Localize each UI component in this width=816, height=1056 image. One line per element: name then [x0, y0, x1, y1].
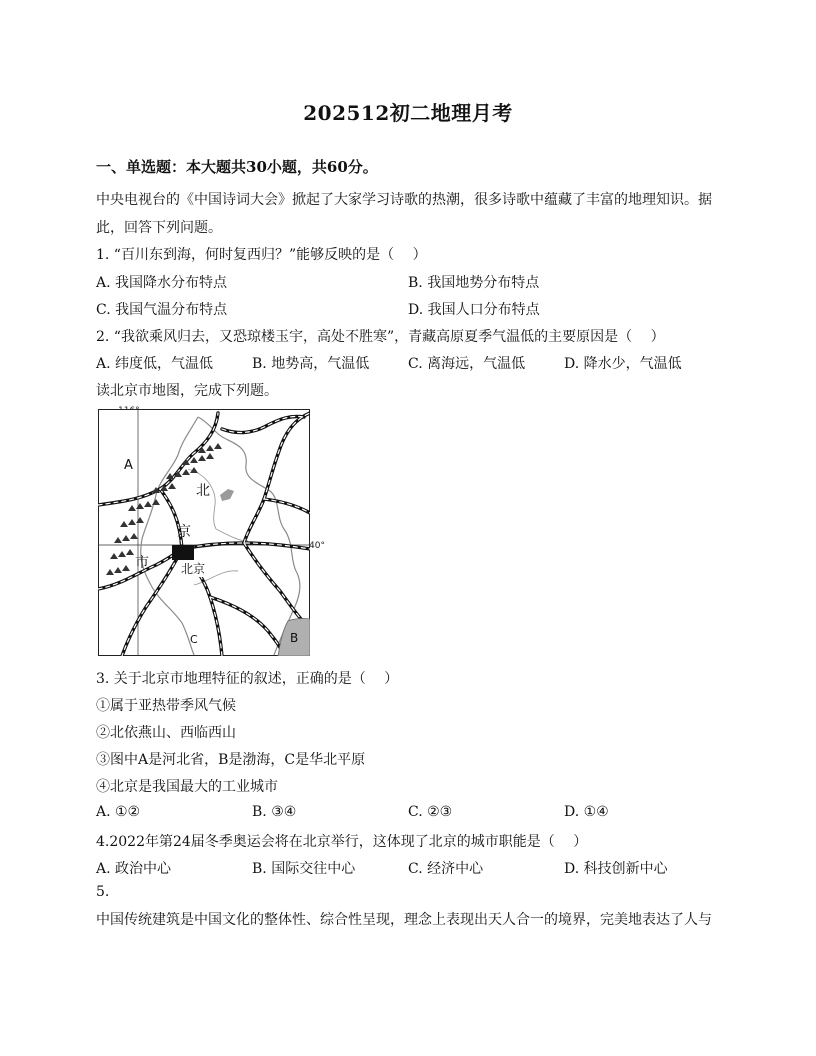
- question-3-item-2: ②北依燕山、西临西山: [96, 725, 236, 741]
- question-3-item-1: ①属于亚热带季风气候: [96, 698, 236, 714]
- map-char-shi: 市: [135, 555, 149, 571]
- question-3-item-3: ③图中A是河北省，B是渤海，C是华北平原: [96, 752, 366, 768]
- map-intro: 读北京市地图，完成下列题。: [96, 383, 278, 399]
- page-title: 202512初二地理月考: [303, 101, 513, 125]
- question-3-option-d: D. ①④: [564, 804, 609, 820]
- question-1-option-c: C. 我国气温分布特点: [96, 302, 228, 318]
- map-label-a: A: [124, 458, 133, 473]
- question-3-item-4: ④北京是我国最大的工业城市: [96, 779, 278, 795]
- intro-line-2: 此，回答下列问题。: [96, 220, 222, 236]
- intro-line-1: 中央电视台的《中国诗词大会》掀起了大家学习诗歌的热潮，很多诗歌中蕴藏了丰富的地理知识。据: [96, 192, 712, 208]
- map-label-c: C: [190, 633, 198, 646]
- question-4-option-c: C. 经济中心: [408, 861, 484, 877]
- question-2-option-a: A. 纬度低，气温低: [96, 356, 214, 372]
- question-4-option-b: B. 国际交往中心: [252, 861, 356, 877]
- map-label-b: B: [290, 631, 299, 645]
- question-3-option-b: B. ③④: [252, 804, 297, 820]
- question-1-option-b: B. 我国地势分布特点: [408, 275, 540, 291]
- question-5-number: 5.: [96, 884, 110, 900]
- beijing-map: [98, 409, 310, 656]
- question-2-stem: 2. “我欲乘风归去，又恐琼楼玉宇，高处不胜寒”，青藏高原夏季气温低的主要原因是（ ）: [96, 329, 665, 345]
- question-3-option-c: C. ②③: [408, 804, 453, 820]
- question-1-option-d: D. 我国人口分布特点: [408, 302, 540, 318]
- question-2-option-d: D. 降水少，气温低: [564, 356, 682, 372]
- question-4-option-d: D. 科技创新中心: [564, 861, 668, 877]
- latitude-label: 40°: [309, 541, 325, 551]
- section-heading: 一、单选题：本大题共30小题，共60分。: [96, 158, 378, 176]
- question-3-stem: 3. 关于北京市地理特征的叙述，正确的是（ ）: [96, 671, 399, 687]
- question-1-option-a: A. 我国降水分布特点: [96, 275, 228, 291]
- map-char-bei: 北: [196, 483, 210, 499]
- question-4-stem: 4.2022年第24届冬季奥运会将在北京举行，这体现了北京的城市职能是（ ）: [96, 834, 588, 850]
- question-3-option-a: A. ①②: [96, 804, 141, 820]
- question-2-option-b: B. 地势高，气温低: [252, 356, 370, 372]
- question-5-line-1: 中国传统建筑是中国文化的整体性、综合性呈现，理念上表现出天人合一的境界，完美地表达了人与: [96, 912, 712, 928]
- map-city-label: 北京: [181, 562, 206, 576]
- map-char-jing: 京: [177, 524, 191, 540]
- question-2-option-c: C. 离海远，气温低: [408, 356, 526, 372]
- question-1-stem: 1. “百川东到海，何时复西归？”能够反映的是（ ）: [96, 247, 427, 263]
- question-4-option-a: A. 政治中心: [96, 861, 172, 877]
